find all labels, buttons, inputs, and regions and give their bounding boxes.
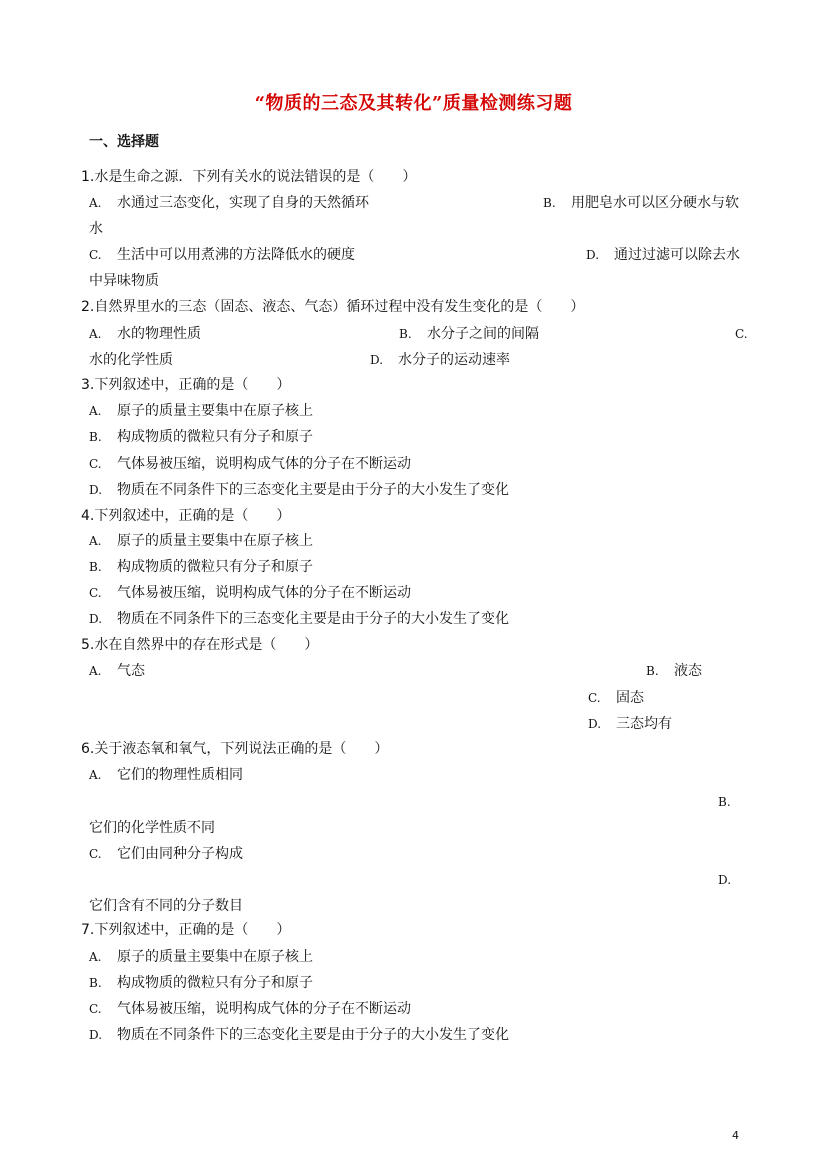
question-6-option-b-mark: B. — [718, 795, 731, 809]
question-6-option-c: C. 它们由同种分子构成 — [89, 846, 243, 862]
section-heading: 一、选择题 — [89, 134, 159, 150]
question-7-stem: 7.下列叙述中，正确的是（ ） — [81, 922, 291, 938]
document-title: “物质的三态及其转化”质量检测练习题 — [254, 93, 573, 114]
question-7-option-a: A. 原子的质量主要集中在原子核上 — [89, 949, 313, 965]
question-1-option-b-continued: 水 — [89, 221, 103, 237]
question-7-option-c: C. 气体易被压缩，说明构成气体的分子在不断运动 — [89, 1001, 411, 1017]
page-number: 4 — [732, 1129, 739, 1142]
question-3-option-b: B. 构成物质的微粒只有分子和原子 — [89, 429, 313, 445]
question-6-option-d: 它们含有不同的分子数目 — [89, 898, 243, 914]
question-1-option-d: D. 通过过滤可以除去水 — [586, 247, 740, 263]
question-6-option-d-mark: D. — [718, 873, 732, 887]
question-5-option-d: D. 三态均有 — [588, 716, 672, 732]
question-4-stem: 4.下列叙述中，正确的是（ ） — [81, 508, 291, 524]
question-5-option-a: A. 气态 — [89, 663, 145, 679]
question-4-option-b: B. 构成物质的微粒只有分子和原子 — [89, 559, 313, 575]
question-2-option-c: 水的化学性质 — [89, 352, 173, 368]
question-2-option-d: D. 水分子的运动速率 — [370, 352, 510, 368]
question-6-stem: 6.关于液态氧和氧气，下列说法正确的是（ ） — [81, 741, 389, 757]
question-5-option-c: C. 固态 — [588, 690, 644, 706]
question-7-option-d: D. 物质在不同条件下的三态变化主要是由于分子的大小发生了变化 — [89, 1027, 509, 1043]
question-1-stem: 1.水是生命之源．下列有关水的说法错误的是（ ） — [81, 169, 417, 185]
question-6-option-b: 它们的化学性质不同 — [89, 820, 215, 836]
question-5-stem: 5.水在自然界中的存在形式是（ ） — [81, 637, 319, 653]
question-6-option-a: A. 它们的物理性质相同 — [89, 767, 243, 783]
question-1-option-c: C. 生活中可以用煮沸的方法降低水的硬度 — [89, 247, 355, 263]
question-5-option-b: B. 液态 — [646, 663, 702, 679]
question-1-option-b: B. 用肥皂水可以区分硬水与软 — [543, 195, 739, 211]
question-1-option-a: A. 水通过三态变化，实现了自身的天然循环 — [89, 195, 369, 211]
question-3-option-a: A. 原子的质量主要集中在原子核上 — [89, 403, 313, 419]
question-4-option-a: A. 原子的质量主要集中在原子核上 — [89, 533, 313, 549]
question-2-stem: 2.自然界里水的三态（固态、液态、气态）循环过程中没有发生变化的是（ ） — [81, 299, 585, 315]
question-2-option-a: A. 水的物理性质 — [89, 326, 201, 342]
question-7-option-b: B. 构成物质的微粒只有分子和原子 — [89, 975, 313, 991]
question-2-option-b: B. 水分子之间的间隔 — [399, 326, 539, 342]
question-1-option-d-continued: 中异味物质 — [89, 273, 159, 289]
question-4-option-d: D. 物质在不同条件下的三态变化主要是由于分子的大小发生了变化 — [89, 611, 509, 627]
question-3-option-d: D. 物质在不同条件下的三态变化主要是由于分子的大小发生了变化 — [89, 482, 509, 498]
question-2-option-c-mark: C. — [735, 327, 748, 341]
question-3-stem: 3.下列叙述中，正确的是（ ） — [81, 377, 291, 393]
question-3-option-c: C. 气体易被压缩，说明构成气体的分子在不断运动 — [89, 456, 411, 472]
question-4-option-c: C. 气体易被压缩，说明构成气体的分子在不断运动 — [89, 585, 411, 601]
